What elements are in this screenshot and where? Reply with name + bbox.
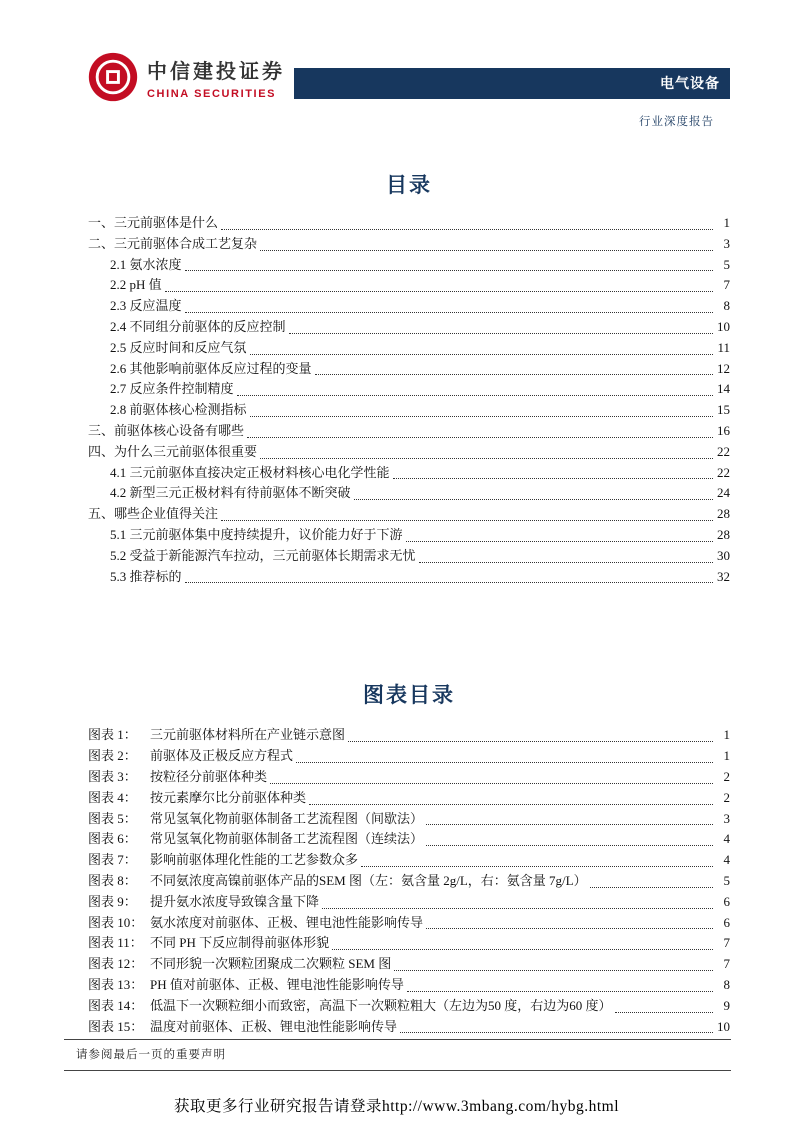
toc-item-label: 2.5 反应时间和反应气氛: [110, 339, 247, 355]
figure-page-number: 9: [723, 997, 730, 1013]
toc-page-number: 15: [717, 402, 730, 418]
figure-leader-dots: [426, 845, 713, 846]
figure-leader-dots: [322, 908, 713, 909]
figure-leader-dots: [407, 991, 713, 992]
figure-page-number: 2: [723, 768, 730, 784]
figure-page-number: 6: [723, 914, 730, 930]
toc-leader-dots: [289, 333, 713, 334]
toc-item[interactable]: [88, 483, 730, 504]
toc-item-label: 二、三元前驱体合成工艺复杂: [88, 235, 258, 251]
toc-item[interactable]: [88, 442, 730, 463]
figure-item-number: 图表 12：: [88, 956, 144, 972]
toc-leader-dots: [250, 354, 713, 355]
figure-item-number: 图表 8：: [88, 872, 137, 888]
figure-item[interactable]: [88, 809, 730, 830]
toc-page-number: 30: [717, 547, 730, 563]
figure-page-number: 7: [723, 935, 730, 951]
toc-item[interactable]: [88, 255, 730, 276]
figure-page-number: 10: [717, 1018, 730, 1034]
figure-leader-dots: [426, 824, 713, 825]
category-bar: [294, 68, 730, 99]
toc-leader-dots: [260, 458, 713, 459]
figure-item-number: 图表 2：: [88, 748, 137, 764]
figure-page-number: 8: [723, 976, 730, 992]
toc-page-number: 8: [723, 298, 730, 314]
figure-leader-dots: [400, 1032, 713, 1033]
toc-item[interactable]: [88, 275, 730, 296]
toc-item[interactable]: [88, 400, 730, 421]
toc-title: 目录: [386, 173, 432, 197]
figure-page-number: 4: [723, 831, 730, 847]
toc-page-number: 22: [717, 464, 730, 480]
toc-leader-dots: [221, 229, 713, 230]
figure-leader-dots: [270, 783, 713, 784]
toc-page-number: 1: [723, 215, 730, 230]
figure-item[interactable]: [88, 954, 730, 975]
figure-item-caption: 不同 PH 下反应制得前驱体形貌: [150, 935, 330, 951]
toc-page-number: 12: [717, 360, 730, 376]
toc-item-label: 4.1 三元前驱体直接决定正极材料核心电化学性能: [110, 464, 390, 480]
toc-leader-dots: [247, 437, 713, 438]
toc-page-number: 3: [723, 235, 730, 251]
toc-leader-dots: [185, 312, 713, 313]
toc-leader-dots: [221, 520, 713, 521]
figure-item-caption: 不同形貌一次颗粒团聚成二次颗粒 SEM 图: [150, 956, 392, 972]
toc-leader-dots: [237, 395, 713, 396]
figure-item[interactable]: [88, 1017, 730, 1038]
figure-item-caption: 三元前驱体材料所在产业链示意图: [150, 727, 346, 743]
citic-coin-icon: [88, 52, 138, 102]
toc-item[interactable]: [88, 317, 730, 338]
toc-page-number: 24: [717, 485, 730, 501]
figure-item-number: 图表 5：: [88, 810, 137, 826]
figure-item-number: 图表 6：: [88, 831, 137, 847]
toc-page-number: 5: [723, 256, 730, 272]
disclaimer-note: 请参阅最后一页的重要声明: [64, 1039, 731, 1071]
figure-page-number: 2: [723, 789, 730, 805]
toc-item[interactable]: [88, 213, 730, 234]
figure-item-caption: 按元素摩尔比分前驱体种类: [150, 789, 307, 805]
figure-item-caption: 提升氨水浓度导致镍含量下降: [150, 893, 320, 909]
toc-item[interactable]: [88, 359, 730, 380]
figure-item-caption: 温度对前驱体、正极、锂电池性能影响传导: [150, 1018, 398, 1034]
toc-item-label: 2.2 pH 值: [110, 277, 162, 293]
toc-page-number: 28: [717, 526, 730, 542]
header-right: [294, 68, 730, 129]
brand-text: [147, 55, 285, 100]
figure-item[interactable]: [88, 996, 730, 1017]
toc-item-label: 2.1 氨水浓度: [110, 256, 182, 272]
figure-item[interactable]: [88, 725, 730, 746]
toc-page-number: 10: [717, 318, 730, 334]
toc-item-label: 2.6 其他影响前驱体反应过程的变量: [110, 360, 312, 376]
figure-item[interactable]: [88, 892, 730, 913]
toc-leader-dots: [406, 541, 713, 542]
toc-leader-dots: [185, 270, 713, 271]
toc-page-number: 28: [717, 506, 730, 522]
toc-item-label: 2.4 不同组分前驱体的反应控制: [110, 318, 286, 334]
figure-item-caption: 氨水浓度对前驱体、正极、锂电池性能影响传导: [150, 914, 424, 930]
toc-leader-dots: [260, 250, 713, 251]
toc-page-number: 14: [717, 381, 730, 397]
figure-item-number: 图表 4：: [88, 789, 137, 805]
toc-page-number: 32: [717, 568, 730, 584]
figure-item[interactable]: [88, 913, 730, 934]
figure-item[interactable]: [88, 767, 730, 788]
figure-leader-dots: [394, 970, 713, 971]
figure-item[interactable]: [88, 975, 730, 996]
figure-item-caption: 影响前驱体理化性能的工艺参数众多: [150, 852, 359, 868]
toc-item-label: 2.3 反应温度: [110, 298, 182, 314]
figure-item[interactable]: [88, 829, 730, 850]
figure-item-number: 图表 13：: [88, 976, 144, 992]
toc-leader-dots: [185, 582, 713, 583]
figure-item-number: 图表 9：: [88, 893, 137, 909]
toc-item-label: 2.8 前驱体核心检测指标: [110, 402, 247, 418]
figure-leader-dots: [426, 928, 713, 929]
toc-item-label: 5.2 受益于新能源汽车拉动，三元前驱体长期需求无忧: [110, 547, 416, 563]
toc-item[interactable]: [88, 421, 730, 442]
figure-leader-dots: [348, 741, 713, 742]
toc-item[interactable]: [88, 338, 730, 359]
toc-item-label: 一、三元前驱体是什么: [88, 215, 219, 230]
figure-item[interactable]: [88, 871, 730, 892]
toc-item[interactable]: [88, 504, 730, 525]
brand-name-en: CHINA SECURITIES: [147, 87, 277, 100]
figure-item-caption: 常见氢氧化物前驱体制备工艺流程图（间歇法）: [150, 810, 424, 826]
figure-item[interactable]: [88, 850, 730, 871]
figure-item[interactable]: [88, 788, 730, 809]
figure-item-caption: 前驱体及正极反应方程式: [150, 748, 294, 764]
figure-item-caption: 低温下一次颗粒细小而致密，高温下一次颗粒粗大（左边为50 度，右边为60 度）: [150, 997, 612, 1013]
brand-name-cn: 中信建投证券: [147, 60, 285, 83]
figure-item-number: 图表 14：: [88, 997, 144, 1013]
figure-item-caption: PH 值对前驱体、正极、锂电池性能影响传导: [150, 976, 404, 992]
toc-leader-dots: [250, 416, 713, 417]
brand-logo: [88, 52, 285, 102]
toc-item[interactable]: [88, 296, 730, 317]
figures-list: [88, 725, 730, 1037]
figure-leader-dots: [332, 949, 713, 950]
toc-leader-dots: [354, 499, 713, 500]
figure-leader-dots: [361, 866, 713, 867]
figure-item-number: 图表 7：: [88, 852, 137, 868]
toc-page-number: 22: [717, 443, 730, 459]
toc-item-label: 五、哪些企业值得关注: [88, 506, 219, 522]
footer-site-note: 获取更多行业研究报告请登录http://www.3mbang.com/hybg.html: [173, 1098, 620, 1115]
figure-leader-dots: [590, 887, 713, 888]
toc-item[interactable]: [88, 379, 730, 400]
toc-item-label: 四、为什么三元前驱体很重要: [88, 443, 258, 459]
figure-leader-dots: [309, 804, 713, 805]
figure-page-number: 4: [723, 852, 730, 868]
toc-item-label: 三、前驱体核心设备有哪些: [88, 422, 245, 438]
toc-list: [88, 213, 730, 587]
figure-leader-dots: [296, 762, 713, 763]
report-header: [88, 0, 730, 129]
toc-leader-dots: [315, 374, 713, 375]
figure-item-caption: 按粒径分前驱体种类: [150, 768, 268, 784]
category-label: 电气设备: [660, 75, 720, 91]
figures-title: 图表目录: [363, 683, 455, 708]
figure-item-number: 图表 15：: [88, 1018, 144, 1034]
figure-page-number: 6: [723, 893, 730, 909]
figure-item-caption: 不同氨浓度高镍前驱体产品的SEM 图（左：氨含量 2g/L，右：氨含量 7g/L）: [150, 872, 587, 888]
toc-item-label: 4.2 新型三元正极材料有待前驱体不断突破: [110, 485, 351, 501]
figure-page-number: 1: [723, 727, 730, 743]
figure-item[interactable]: [88, 933, 730, 954]
figure-page-number: 1: [723, 748, 730, 764]
toc-item[interactable]: [88, 546, 730, 567]
toc-leader-dots: [419, 562, 713, 563]
report-type-label: 行业深度报告: [639, 116, 714, 128]
figure-item-number: 图表 3：: [88, 768, 137, 784]
figure-item-number: 图表 1：: [88, 727, 137, 743]
toc-leader-dots: [393, 478, 713, 479]
figure-item-number: 图表 10：: [88, 914, 144, 930]
toc-leader-dots: [165, 291, 713, 292]
figure-page-number: 5: [723, 872, 730, 888]
toc-item-label: 5.3 推荐标的: [110, 568, 182, 584]
toc-item[interactable]: [88, 525, 730, 546]
toc-item[interactable]: [88, 463, 730, 484]
figure-item[interactable]: [88, 746, 730, 767]
toc-page-number: 11: [717, 339, 730, 355]
figure-page-number: 7: [723, 956, 730, 972]
toc-item-label: 2.7 反应条件控制精度: [110, 381, 234, 397]
toc-item[interactable]: [88, 567, 730, 588]
figure-page-number: 3: [723, 810, 730, 826]
figure-item-number: 图表 11：: [88, 935, 143, 951]
figure-leader-dots: [615, 1012, 713, 1013]
toc-page-number: 16: [717, 422, 730, 438]
toc-item-label: 5.1 三元前驱体集中度持续提升，议价能力好于下游: [110, 526, 403, 542]
toc-page-number: 7: [723, 277, 730, 293]
toc-item[interactable]: [88, 234, 730, 255]
figure-item-caption: 常见氢氧化物前驱体制备工艺流程图（连续法）: [150, 831, 424, 847]
